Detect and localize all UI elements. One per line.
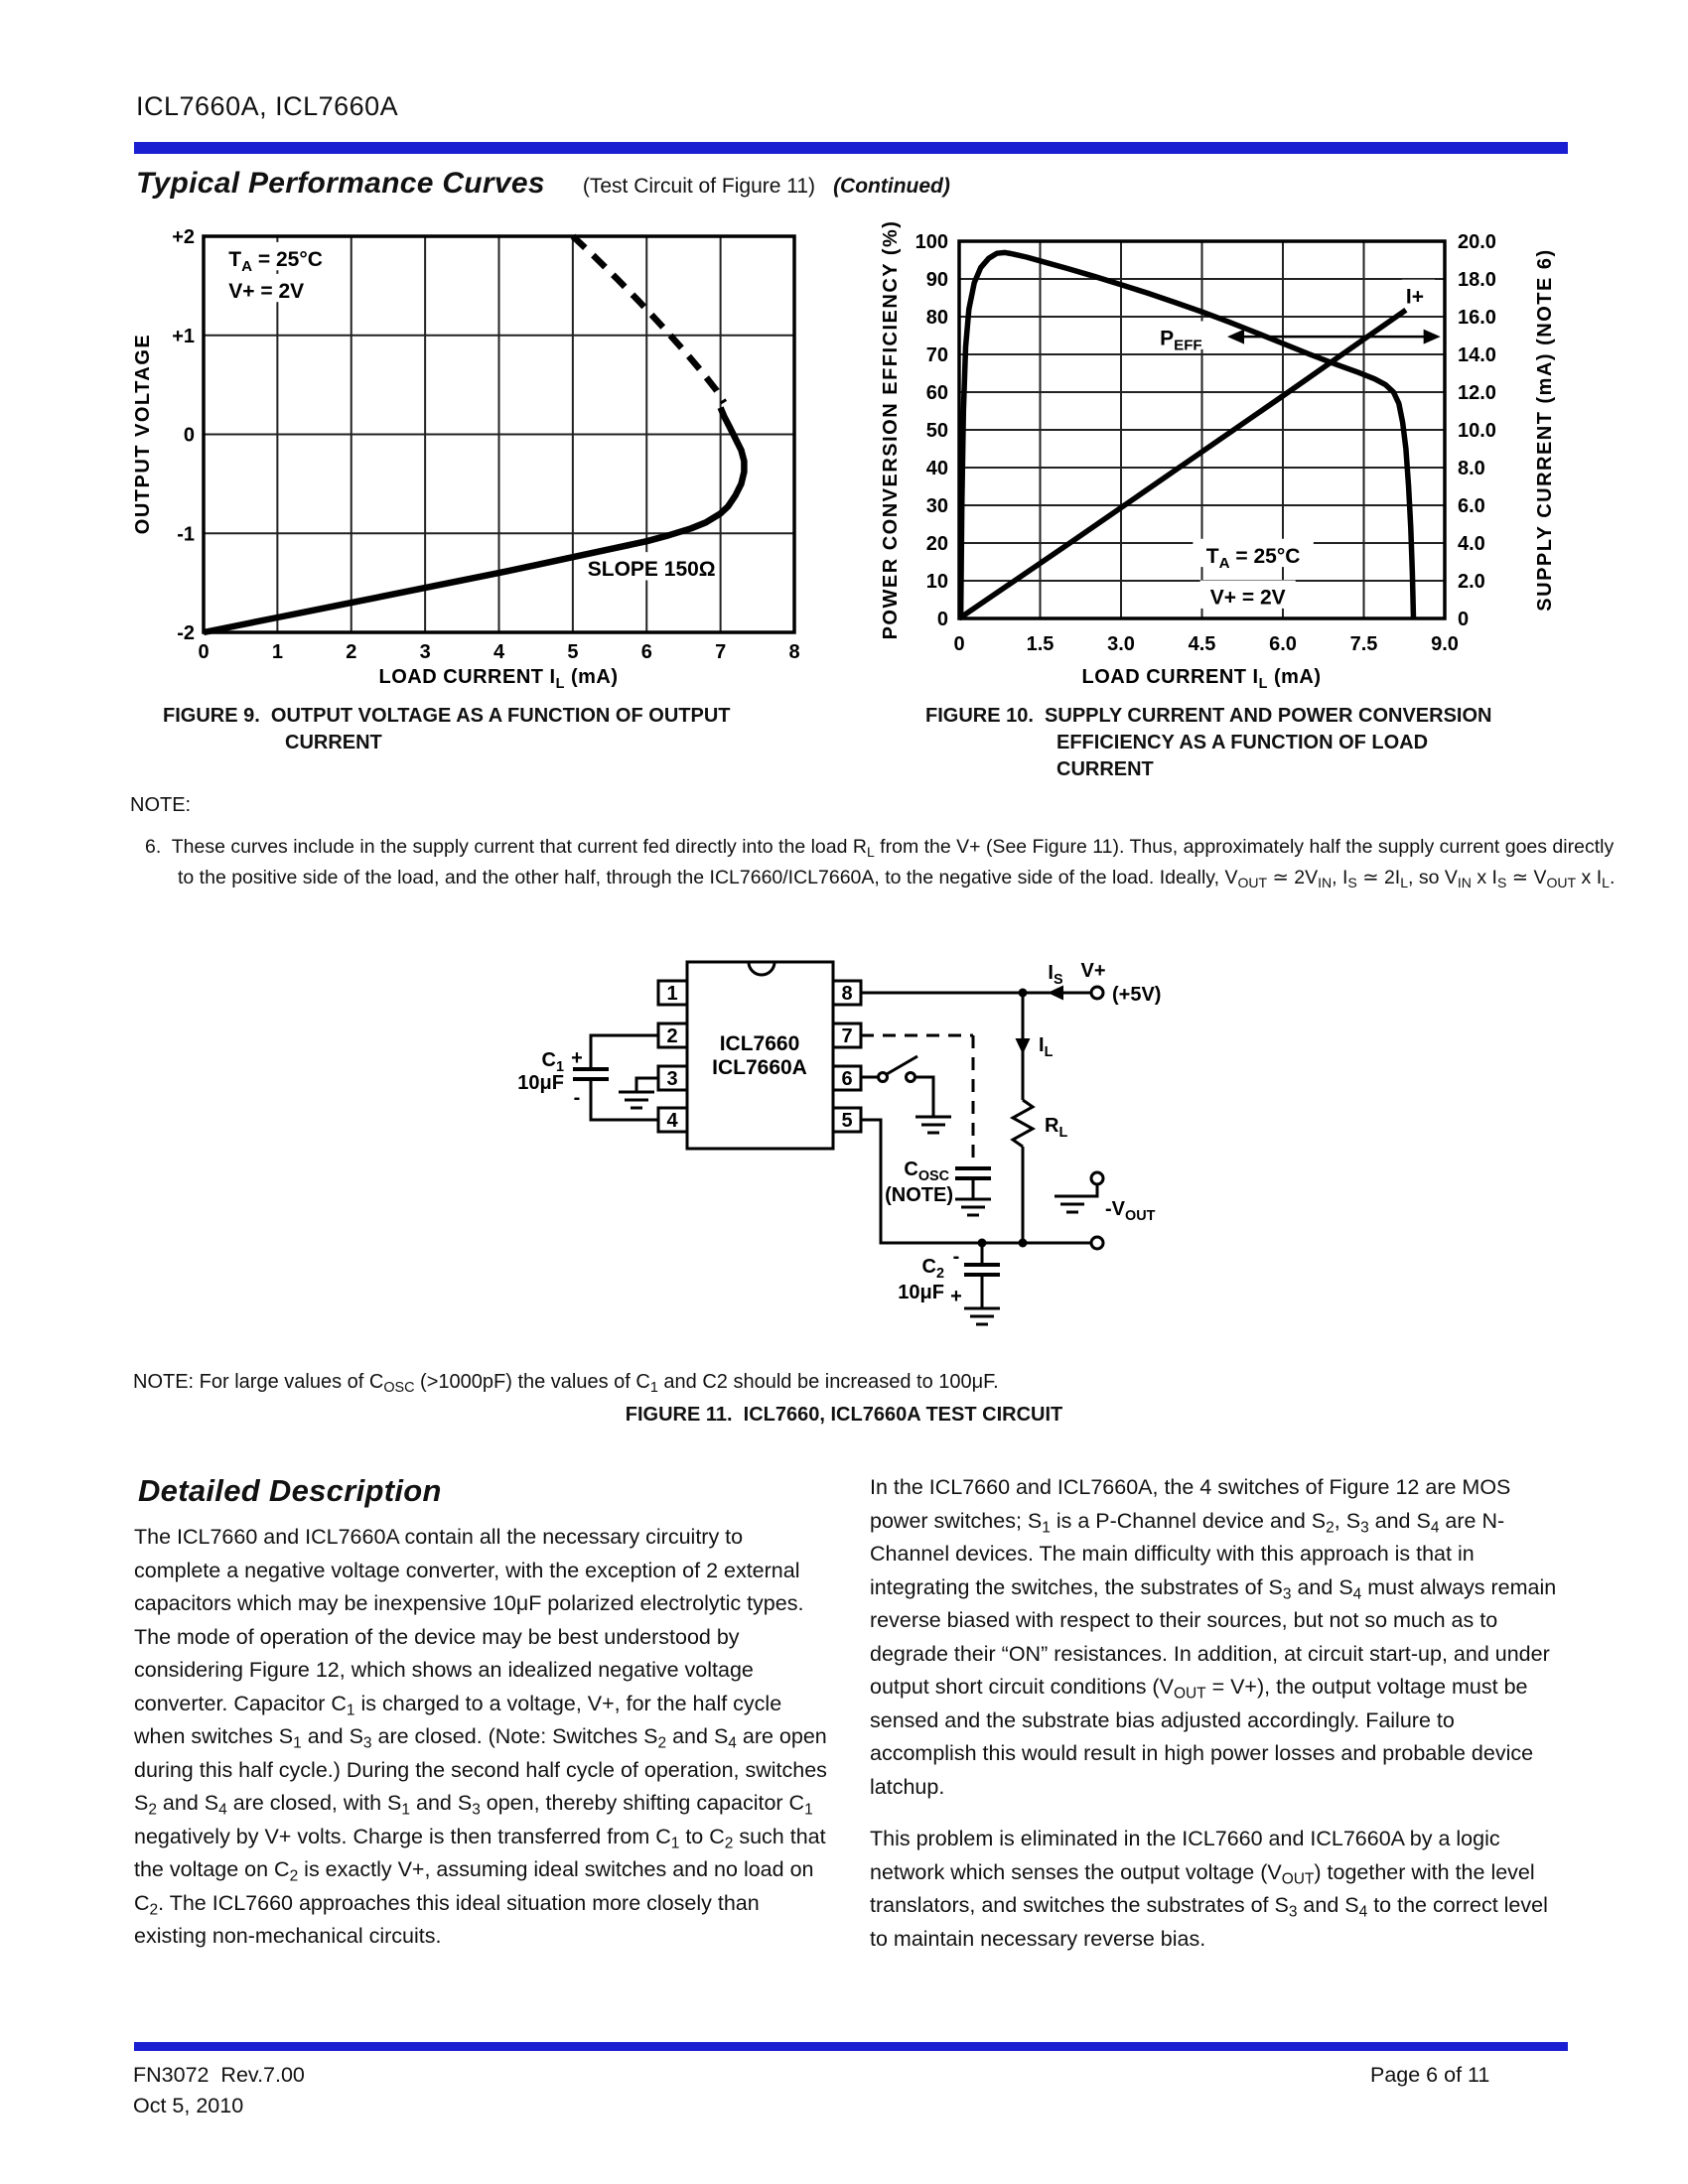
pin-5: 5 (841, 1110, 853, 1132)
rl-label: $R_L$ (1045, 1115, 1068, 1141)
switch-contact-right (907, 1073, 915, 1082)
note-heading: NOTE: (130, 794, 192, 816)
svg-text:20: 20 (925, 533, 948, 555)
c1-minus: - (573, 1087, 581, 1109)
footer-page-number: Page 6 of 11 (1370, 2063, 1490, 2087)
svg-text:0: 0 (183, 424, 195, 447)
detailed-description-heading: Detailed Description (138, 1473, 442, 1508)
circuit-terminals (879, 987, 1104, 1249)
wire-c1-top (591, 1035, 658, 1069)
circuit-lines (573, 962, 1097, 1324)
is-label: $I_S$ (1048, 962, 1063, 988)
cosc-label: $C_{OSC}$ (904, 1159, 949, 1184)
pin-7: 7 (841, 1025, 853, 1047)
c1-value: 10μF (517, 1072, 564, 1094)
detailed-description-right-column (870, 1471, 1565, 1976)
ic-label-1: ICL7660 (719, 1032, 800, 1055)
svg-text:40: 40 (925, 458, 948, 479)
svg-text:10.0: 10.0 (1458, 420, 1496, 442)
svg-text:1: 1 (271, 641, 283, 663)
dd-left-paragraph: The ICL7660 and ICL7660A contain all the necessary circuitry to complete a negative voltage converter, with the exception of 2 external capacitors which may be inexpensive 10μF polarized electrolytic types. The mode of operation of the device may be best understood by considering Figure 12, which shows an idealized negative voltage converter. Capacitor $C_1$ is charged to a voltage, V+, for the half cycle when switches $S_1$ and $S_3$ are closed. (Note: Switches $S_2$ and $S_4$ are open during this half cycle.) During the second half cycle of operation, switches $S_2$ and $S_4$ are closed, with $S_1$ and $S_3$ open, thereby shifting capacitor $C_1$ negatively by V+ volts. Charge is then transferred from $C_1$ to $C_2$ such that the voltage on $C_2$ is exactly V+, assuming ideal switches and no load on $C_2$. The ICL7660 approaches this ideal situation more closely than existing non-mechanical circuits. (134, 1525, 827, 1948)
figure10-caption-line2: EFFICIENCY AS A FUNCTION OF LOAD (1056, 732, 1429, 753)
svg-text:12.0: 12.0 (1458, 382, 1496, 404)
series-output-voltage (204, 408, 744, 632)
svg-text:6.0: 6.0 (1269, 633, 1297, 655)
switch-contact-left (879, 1073, 888, 1082)
supply-label: (+5V) (1112, 984, 1162, 1006)
figure10-caption-line1: FIGURE 10. SUPPLY CURRENT AND POWER CONVERSION (925, 705, 1492, 727)
svg-text:90: 90 (925, 269, 948, 291)
annotation-text: V+ = 2V (1209, 586, 1286, 610)
note-item-number: 6. (145, 836, 162, 858)
section-title: Typical Performance Curves (136, 167, 545, 200)
vout-terminal (1091, 1237, 1103, 1249)
svg-text:2.0: 2.0 (1458, 571, 1485, 593)
annotation-text: SLOPE 150Ω (587, 558, 716, 582)
svg-text:50: 50 (925, 420, 948, 442)
dd-right-paragraph-2: This problem is eliminated in the ICL7660 and ICL7660A by a logic network which senses the output voltage $(V_{OUT})$ together with the level translators, and switches the substrates of $S_3$ and $S_4$ to the correct level to maintain necessary reverse bias. (870, 1827, 1548, 1951)
svg-text:5: 5 (567, 641, 579, 663)
svg-text:0: 0 (1458, 609, 1470, 630)
arrowhead-left (1227, 330, 1244, 344)
annotation-text: $P_{EFF}$ (1160, 327, 1202, 354)
c1-label: $C_1$ (541, 1049, 564, 1075)
wire-bottom-rail (861, 1120, 1091, 1243)
svg-text:2: 2 (346, 641, 357, 663)
y-axis-label: OUTPUT VOLTAGE (132, 333, 154, 535)
x-axis-label: LOAD CURRENT $I_L$ (mA) (378, 666, 619, 692)
section-subtitle: (Test Circuit of Figure 11) (582, 175, 816, 198)
svg-text:10: 10 (925, 571, 948, 593)
figure10-chart (844, 220, 1618, 695)
il-current-arrow (1016, 1038, 1031, 1054)
figure9-caption (163, 703, 970, 756)
svg-text:9.0: 9.0 (1431, 633, 1459, 655)
svg-text:0: 0 (198, 641, 210, 663)
ic-notch (749, 962, 774, 975)
pin-1: 1 (666, 983, 678, 1005)
c2-minus: - (952, 1246, 960, 1268)
svg-text:7: 7 (715, 641, 727, 663)
c2-plus: + (950, 1286, 962, 1307)
page-title: ICL7660A, ICL7660A (136, 91, 399, 121)
figure10-caption-line3: CURRENT (1056, 758, 1154, 780)
switch-lever (887, 1056, 917, 1074)
svg-text:6: 6 (640, 641, 652, 663)
series-output-voltage-unstable (573, 236, 724, 403)
annotation-text: V+ = 2V (228, 279, 305, 303)
svg-text:-2: -2 (177, 622, 195, 644)
axis-labels (880, 220, 1556, 692)
vplus-label: V+ (1080, 960, 1106, 982)
svg-text:14.0: 14.0 (1458, 344, 1496, 366)
pin-6: 6 (841, 1068, 853, 1090)
figure9-caption-line1: FIGURE 9. OUTPUT VOLTAGE AS A FUNCTION OF OUTPUT (163, 705, 731, 727)
svg-text:8: 8 (788, 641, 800, 663)
annotation-text: $T_A = 25^\circ C$ (1205, 544, 1301, 572)
pin-2: 2 (666, 1025, 678, 1047)
il-label: $I_L$ (1039, 1034, 1054, 1060)
vout-label: $-V_{OUT}$ (1105, 1198, 1156, 1224)
arrowhead-right (1424, 330, 1441, 344)
svg-text:20.0: 20.0 (1458, 231, 1496, 253)
svg-text:0: 0 (936, 609, 948, 630)
ic-label-2: ICL7660A (712, 1056, 807, 1079)
svg-text:+2: +2 (172, 226, 195, 248)
svg-text:-1: -1 (177, 523, 195, 546)
svg-text:16.0: 16.0 (1458, 307, 1496, 329)
svg-text:+1: +1 (172, 325, 195, 347)
svg-text:80: 80 (925, 307, 948, 329)
y-axis-label-left: POWER CONVERSION EFFICIENCY (%) (880, 220, 902, 640)
c2-label: $C_2$ (921, 1256, 944, 1282)
annotations (228, 248, 715, 581)
section-heading (136, 167, 950, 201)
c1-plus: + (571, 1047, 583, 1069)
footer-doc-number: FN3072 Rev.7.00 (133, 2063, 305, 2087)
figure11-circuit (511, 941, 1196, 1358)
figure9-caption-line2: CURRENT (285, 732, 382, 753)
figure11-note: NOTE: For large values of $C_{OSC}$ (>1000pF) the values of $C_1$ and C2 should be increased to 100μF. (133, 1371, 999, 1397)
pin-8: 8 (841, 983, 853, 1005)
series-power-conversion-efficiency (961, 252, 1414, 618)
footer-rule (134, 2042, 1568, 2051)
annotation-text: I+ (1405, 285, 1424, 309)
note-item-text: These curves include in the supply current that current fed directly into the load $R_L$ from the V+ (See Figure 11). Thus, approximately half the supply current goes directly to the positive side of the load, and the other half, through the ICL7660/ICL7660A, to the negative side of the load. Ideally, $V_{OUT}$ ≃ $2V_{IN}$, $I_S$ ≃ $2I_L$, so $V_{IN}$ x $I_S$ ≃ $V_{OUT}$ x $I_L$. (171, 836, 1616, 890)
figure11-caption: FIGURE 11. ICL7660, ICL7660A TEST CIRCUIT (625, 1404, 1063, 1426)
annotation-text: $T_A = 25^\circ C$ (228, 247, 323, 275)
figure10-caption (925, 703, 1688, 783)
x-axis-label: LOAD CURRENT $I_L$ (mA) (1081, 666, 1322, 692)
svg-text:4.0: 4.0 (1458, 533, 1485, 555)
resistor-rl (1013, 1100, 1033, 1147)
svg-text:4: 4 (492, 641, 505, 663)
vout-ref-terminal (1091, 1172, 1103, 1184)
svg-text:6.0: 6.0 (1458, 495, 1485, 517)
vplus-terminal (1091, 987, 1103, 999)
svg-text:18.0: 18.0 (1458, 269, 1496, 291)
cosc-note-label: (NOTE) (885, 1184, 953, 1206)
ic-body (687, 962, 833, 1149)
svg-text:7.5: 7.5 (1349, 633, 1378, 655)
dd-right-paragraph-1: In the ICL7660 and ICL7660A, the 4 switches of Figure 12 are MOS power switches; $S_1$ is a P-Channel device and $S_2$, $S_3$ and $S_4$ are N-Channel devices. The main difficulty with this approach is that in integrating the switches, the substrates of $S_3$ and $S_4$ must always remain reverse biased with respect to their sources, but not so much as to degrade their “ON” resistances. In addition, at circuit start-up, and under output short circuit conditions $(V_{OUT} = V+)$, the output voltage must be sensed and the substrate bias adjusted accordingly. Failure to accomplish this would result in high power losses and probable device latchup. (870, 1475, 1557, 1799)
circuit-labels (517, 960, 1161, 1307)
svg-text:3.0: 3.0 (1107, 633, 1135, 655)
pin-4: 4 (666, 1110, 678, 1132)
figure9-chart (99, 220, 834, 695)
series-supply-current (959, 310, 1406, 618)
svg-text:8.0: 8.0 (1458, 458, 1485, 479)
section-continued: (Continued) (833, 175, 950, 198)
note-item-6 (145, 832, 1629, 893)
y-axis-label-right: SUPPLY CURRENT (mA) (NOTE 6) (1534, 248, 1556, 612)
header-rule (134, 142, 1568, 154)
svg-text:1.5: 1.5 (1026, 633, 1055, 655)
svg-text:70: 70 (925, 344, 948, 366)
c2-value: 10μF (898, 1282, 944, 1303)
detailed-description-left-column (134, 1521, 831, 1974)
pin-3: 3 (666, 1068, 678, 1090)
svg-text:100: 100 (914, 231, 948, 253)
footer-date: Oct 5, 2010 (133, 2094, 244, 2117)
svg-text:0: 0 (953, 633, 965, 655)
svg-text:60: 60 (925, 382, 948, 404)
svg-text:3: 3 (419, 641, 431, 663)
svg-text:30: 30 (925, 495, 948, 517)
svg-text:4.5: 4.5 (1188, 633, 1216, 655)
